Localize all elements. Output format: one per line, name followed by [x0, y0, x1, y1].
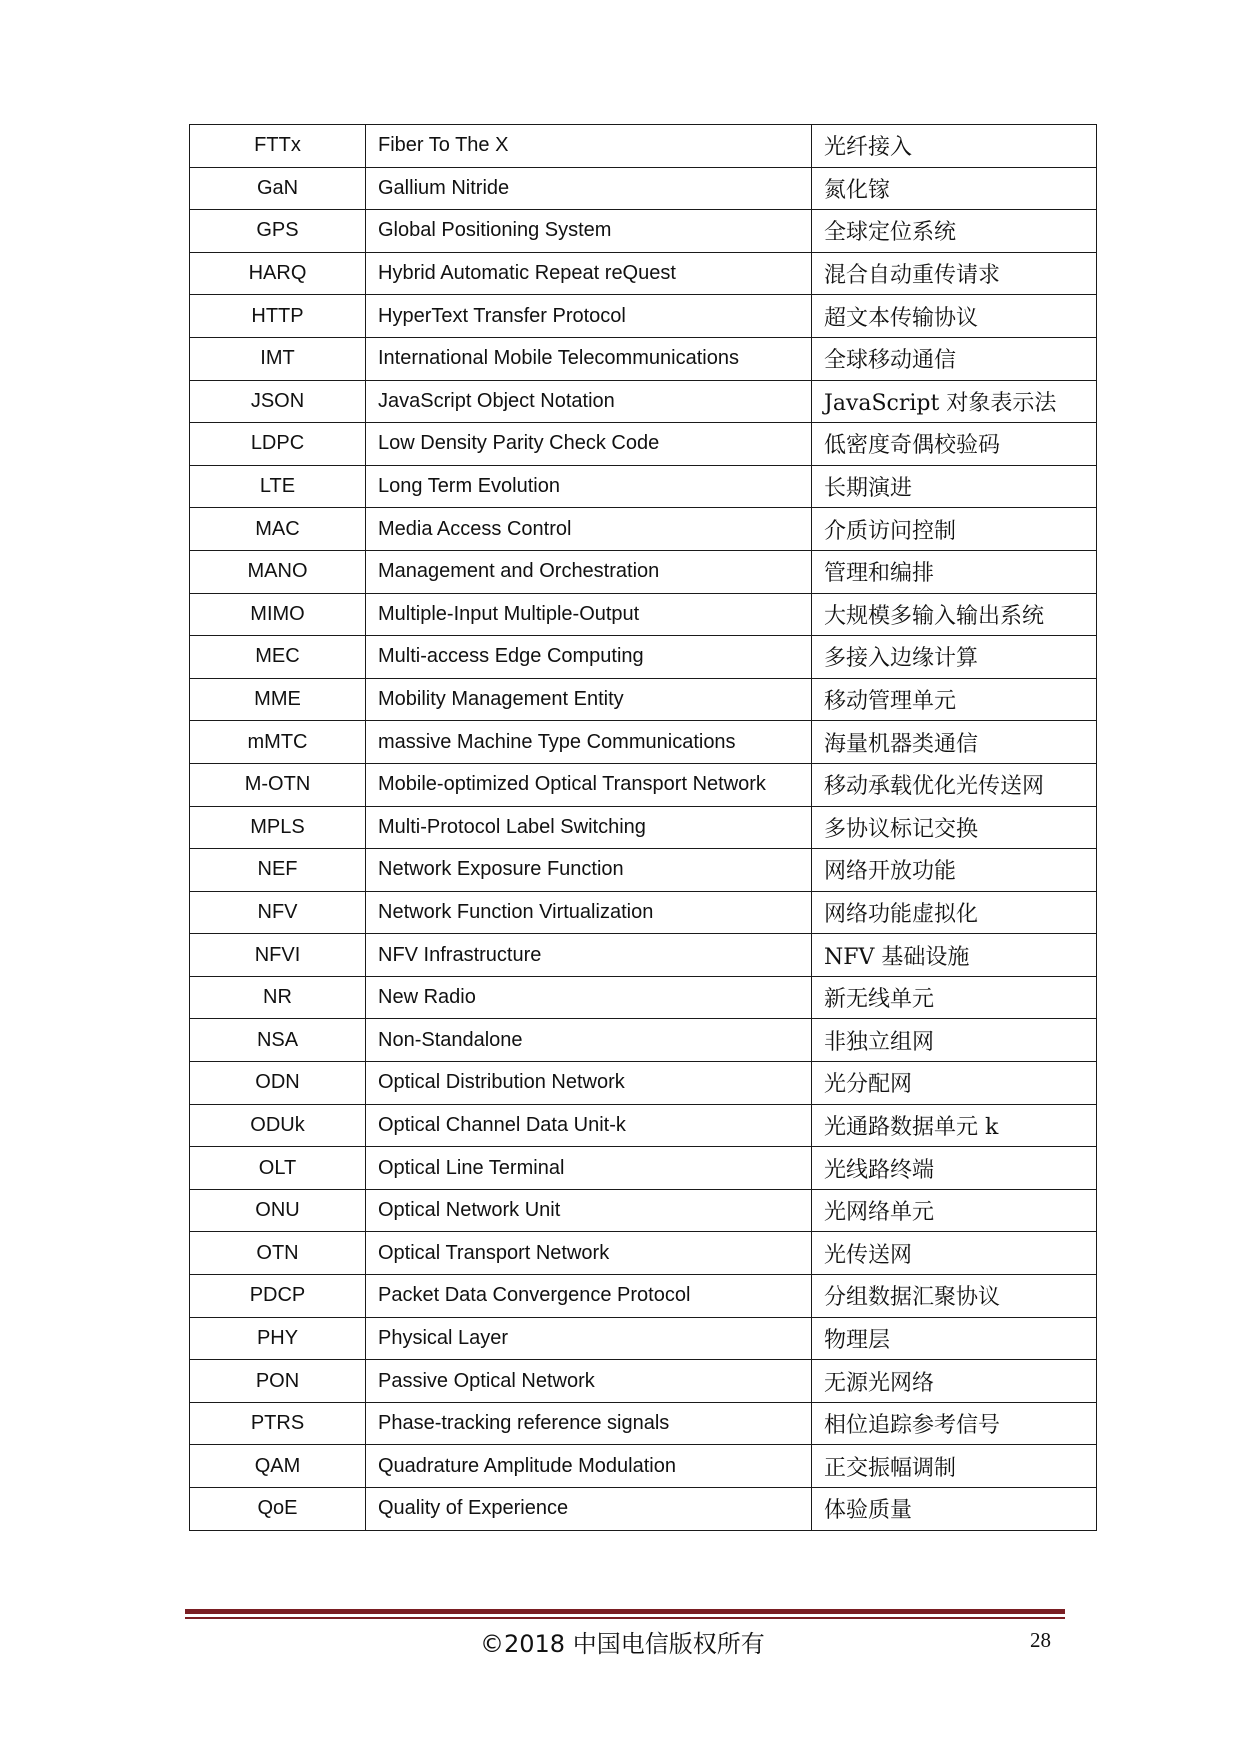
abbreviation-cell: GaN: [190, 167, 366, 210]
abbreviation-cell: OLT: [190, 1147, 366, 1190]
table-row: [190, 1488, 1097, 1531]
full-name-cell: Global Positioning System: [366, 210, 812, 253]
chinese-name-cell: 体验质量: [812, 1488, 1097, 1531]
chinese-name-cell: 混合自动重传请求: [812, 252, 1097, 295]
full-name-cell: Optical Line Terminal: [366, 1147, 812, 1190]
full-name-cell: Optical Distribution Network: [366, 1062, 812, 1105]
table-row: [190, 210, 1097, 253]
table-row: [190, 1062, 1097, 1105]
abbreviation-cell: PTRS: [190, 1402, 366, 1445]
chinese-name-cell: 介质访问控制: [812, 508, 1097, 551]
abbreviation-cell: PHY: [190, 1317, 366, 1360]
full-name-cell: Mobile-optimized Optical Transport Network: [366, 763, 812, 806]
full-name-cell: Multi-Protocol Label Switching: [366, 806, 812, 849]
table-row: [190, 1360, 1097, 1403]
abbreviation-cell: MIMO: [190, 593, 366, 636]
abbreviation-cell: MME: [190, 678, 366, 721]
chinese-name-cell: 全球定位系统: [812, 210, 1097, 253]
table-row: [190, 721, 1097, 764]
chinese-name-cell: 光线路终端: [812, 1147, 1097, 1190]
table-row: [190, 593, 1097, 636]
abbreviation-table: [189, 124, 1097, 1531]
chinese-name-cell: 网络开放功能: [812, 849, 1097, 892]
full-name-cell: massive Machine Type Communications: [366, 721, 812, 764]
table-row: [190, 1019, 1097, 1062]
full-name-cell: Quality of Experience: [366, 1488, 812, 1531]
chinese-name-cell: 光通路数据单元 k: [812, 1104, 1097, 1147]
chinese-name-cell: 光网络单元: [812, 1189, 1097, 1232]
table-row: [190, 678, 1097, 721]
full-name-cell: Passive Optical Network: [366, 1360, 812, 1403]
table-row: [190, 1189, 1097, 1232]
table-row: [190, 1317, 1097, 1360]
full-name-cell: Multi-access Edge Computing: [366, 636, 812, 679]
full-name-cell: Media Access Control: [366, 508, 812, 551]
abbreviation-cell: NR: [190, 976, 366, 1019]
abbreviation-cell: QAM: [190, 1445, 366, 1488]
footer-rule-thick: [185, 1609, 1065, 1614]
full-name-cell: Network Function Virtualization: [366, 891, 812, 934]
chinese-name-cell: 多协议标记交换: [812, 806, 1097, 849]
full-name-cell: Quadrature Amplitude Modulation: [366, 1445, 812, 1488]
chinese-name-cell: 移动承载优化光传送网: [812, 763, 1097, 806]
chinese-name-cell: 物理层: [812, 1317, 1097, 1360]
full-name-cell: Mobility Management Entity: [366, 678, 812, 721]
table-row: [190, 423, 1097, 466]
abbreviation-cell: mMTC: [190, 721, 366, 764]
full-name-cell: Phase-tracking reference signals: [366, 1402, 812, 1445]
table-row: [190, 125, 1097, 168]
abbreviation-cell: NFV: [190, 891, 366, 934]
table-row: [190, 1445, 1097, 1488]
full-name-cell: Gallium Nitride: [366, 167, 812, 210]
full-name-cell: Non-Standalone: [366, 1019, 812, 1062]
abbreviation-cell: MAC: [190, 508, 366, 551]
abbreviation-cell: LTE: [190, 465, 366, 508]
abbreviation-cell: ODUk: [190, 1104, 366, 1147]
chinese-name-cell: 正交振幅调制: [812, 1445, 1097, 1488]
table-row: [190, 636, 1097, 679]
chinese-name-cell: 大规模多输入输出系统: [812, 593, 1097, 636]
table-row: [190, 1147, 1097, 1190]
full-name-cell: Hybrid Automatic Repeat reQuest: [366, 252, 812, 295]
table-row: [190, 806, 1097, 849]
abbreviation-table-body: [190, 125, 1097, 1531]
chinese-name-cell: 长期演进: [812, 465, 1097, 508]
table-row: [190, 891, 1097, 934]
chinese-name-cell: 光分配网: [812, 1062, 1097, 1105]
page-number: 28: [1030, 1628, 1051, 1652]
table-row: [190, 252, 1097, 295]
full-name-cell: Low Density Parity Check Code: [366, 423, 812, 466]
abbreviation-cell: IMT: [190, 337, 366, 380]
chinese-name-cell: 管理和编排: [812, 550, 1097, 593]
table-row: [190, 934, 1097, 977]
full-name-cell: International Mobile Telecommunications: [366, 337, 812, 380]
chinese-name-cell: 低密度奇偶校验码: [812, 423, 1097, 466]
chinese-name-cell: 全球移动通信: [812, 337, 1097, 380]
abbreviation-cell: MPLS: [190, 806, 366, 849]
chinese-name-cell: 网络功能虚拟化: [812, 891, 1097, 934]
abbreviation-cell: NEF: [190, 849, 366, 892]
chinese-name-cell: 光纤接入: [812, 125, 1097, 168]
abbreviation-cell: HTTP: [190, 295, 366, 338]
full-name-cell: New Radio: [366, 976, 812, 1019]
footer-copyright: ©2018 中国电信版权所有: [480, 1630, 765, 1658]
chinese-name-cell: 光传送网: [812, 1232, 1097, 1275]
table-row: [190, 976, 1097, 1019]
abbreviation-cell: FTTx: [190, 125, 366, 168]
chinese-name-cell: 新无线单元: [812, 976, 1097, 1019]
abbreviation-cell: PON: [190, 1360, 366, 1403]
full-name-cell: Multiple-Input Multiple-Output: [366, 593, 812, 636]
chinese-name-cell: 无源光网络: [812, 1360, 1097, 1403]
full-name-cell: Management and Orchestration: [366, 550, 812, 593]
chinese-name-cell: NFV 基础设施: [812, 934, 1097, 977]
footer-rule-thin: [185, 1617, 1065, 1619]
table-row: [190, 763, 1097, 806]
chinese-name-cell: JavaScript 对象表示法: [812, 380, 1097, 423]
full-name-cell: Network Exposure Function: [366, 849, 812, 892]
table-row: [190, 337, 1097, 380]
full-name-cell: NFV Infrastructure: [366, 934, 812, 977]
abbreviation-cell: GPS: [190, 210, 366, 253]
abbreviation-cell: ONU: [190, 1189, 366, 1232]
abbreviation-cell: OTN: [190, 1232, 366, 1275]
table-row: [190, 508, 1097, 551]
full-name-cell: Optical Network Unit: [366, 1189, 812, 1232]
abbreviation-cell: JSON: [190, 380, 366, 423]
abbreviation-cell: HARQ: [190, 252, 366, 295]
full-name-cell: JavaScript Object Notation: [366, 380, 812, 423]
table-row: [190, 1232, 1097, 1275]
table-row: [190, 295, 1097, 338]
full-name-cell: HyperText Transfer Protocol: [366, 295, 812, 338]
full-name-cell: Physical Layer: [366, 1317, 812, 1360]
abbreviation-cell: NSA: [190, 1019, 366, 1062]
table-row: [190, 1402, 1097, 1445]
abbreviation-cell: NFVI: [190, 934, 366, 977]
full-name-cell: Optical Transport Network: [366, 1232, 812, 1275]
full-name-cell: Fiber To The X: [366, 125, 812, 168]
chinese-name-cell: 移动管理单元: [812, 678, 1097, 721]
abbreviation-cell: M-OTN: [190, 763, 366, 806]
abbreviation-cell: QoE: [190, 1488, 366, 1531]
chinese-name-cell: 超文本传输协议: [812, 295, 1097, 338]
abbreviation-cell: MANO: [190, 550, 366, 593]
abbreviation-cell: MEC: [190, 636, 366, 679]
full-name-cell: Packet Data Convergence Protocol: [366, 1275, 812, 1318]
full-name-cell: Long Term Evolution: [366, 465, 812, 508]
chinese-name-cell: 海量机器类通信: [812, 721, 1097, 764]
chinese-name-cell: 非独立组网: [812, 1019, 1097, 1062]
table-row: [190, 465, 1097, 508]
table-row: [190, 550, 1097, 593]
table-row: [190, 380, 1097, 423]
table-row: [190, 1275, 1097, 1318]
abbreviation-cell: PDCP: [190, 1275, 366, 1318]
chinese-name-cell: 分组数据汇聚协议: [812, 1275, 1097, 1318]
abbreviation-cell: ODN: [190, 1062, 366, 1105]
table-row: [190, 1104, 1097, 1147]
abbreviation-cell: LDPC: [190, 423, 366, 466]
full-name-cell: Optical Channel Data Unit-k: [366, 1104, 812, 1147]
table-row: [190, 849, 1097, 892]
chinese-name-cell: 相位追踪参考信号: [812, 1402, 1097, 1445]
chinese-name-cell: 多接入边缘计算: [812, 636, 1097, 679]
chinese-name-cell: 氮化镓: [812, 167, 1097, 210]
table-row: [190, 167, 1097, 210]
